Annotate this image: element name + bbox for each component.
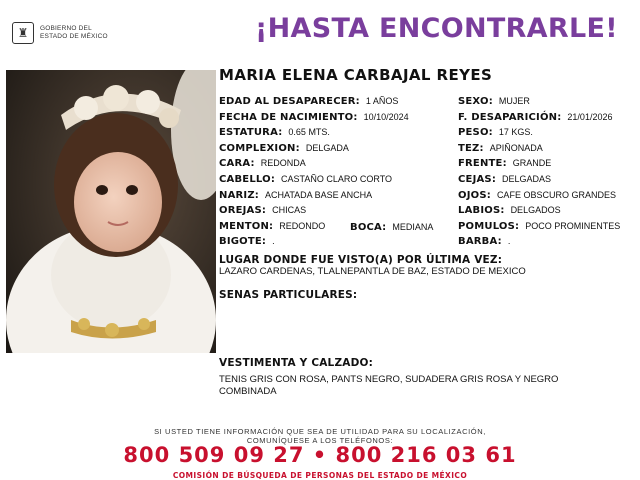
detail-field	[458, 96, 530, 107]
detail-field	[458, 112, 612, 123]
last-seen-title: LUGAR DONDE FUE VISTO(A) POR ÚLTIMA VEZ:	[219, 254, 503, 266]
field-label: SEXO:	[458, 96, 493, 107]
logo-line-2: ESTADO DE MÉXICO	[40, 33, 108, 40]
detail-field	[219, 236, 275, 247]
field-label: LABIOS:	[458, 205, 505, 217]
detail-field	[219, 96, 398, 107]
detail-field	[219, 174, 392, 185]
detail-field	[219, 158, 306, 169]
clothing-line-1: TENIS GRIS CON ROSA, PANTS NEGRO, SUDADERA GRIS ROSA Y NEGRO	[219, 374, 559, 385]
photo-illustration	[6, 70, 216, 353]
field-value: 0.65 MTS.	[288, 127, 330, 138]
field-value: CHICAS	[272, 205, 307, 216]
detail-field	[219, 143, 349, 154]
detail-field	[458, 190, 616, 201]
field-value: REDONDA	[260, 158, 306, 169]
state-seal-icon: ♜	[12, 22, 34, 44]
logo-text	[40, 25, 108, 41]
clothing-line-2: COMBINADA	[219, 386, 277, 397]
field-value: 1 AÑOS	[365, 96, 399, 106]
field-label: OJOS:	[458, 189, 491, 201]
detail-field	[458, 205, 561, 216]
field-label: BARBA:	[458, 236, 502, 248]
clothing-title: VESTIMENTA Y CALZADO:	[219, 357, 374, 369]
field-value: 17 KGS.	[498, 127, 533, 138]
field-value: .	[507, 236, 511, 247]
detail-field	[458, 221, 620, 232]
detail-field	[458, 143, 543, 154]
field-label: BIGOTE:	[219, 236, 267, 248]
field-value: MEDIANA	[392, 222, 434, 232]
contact-notice-line-2: COMUNÍQUESE A LOS TELÉFONOS:	[246, 436, 394, 445]
field-value: DELGADA	[305, 142, 349, 153]
field-value: ACHATADA BASE ANCHA	[264, 189, 373, 200]
detail-field	[219, 127, 330, 138]
detail-field	[458, 236, 510, 247]
field-label: BOCA:	[350, 222, 387, 233]
field-value: 10/10/2024	[363, 111, 409, 122]
field-label: F. DESAPARICIÓN:	[458, 111, 562, 123]
field-label: ESTATURA:	[219, 127, 283, 139]
government-logo	[12, 20, 122, 46]
field-label: FECHA DE NACIMIENTO:	[219, 111, 358, 123]
field-value: MUJER	[498, 96, 530, 106]
field-label: NARIZ:	[219, 189, 259, 201]
field-label: COMPLEXION:	[219, 142, 300, 154]
detail-field	[219, 205, 306, 216]
field-label: TEZ:	[458, 142, 484, 154]
contact-notice-line-1: SI USTED TIENE INFORMACIÓN QUE SEA DE UTILIDAD PARA SU LOCALIZACIÓN,	[154, 427, 486, 436]
field-value: CAFE OBSCURO GRANDES	[496, 189, 616, 200]
field-label: OREJAS:	[219, 205, 267, 217]
last-seen-location: LAZARO CARDENAS, TLALNEPANTLA DE BAZ, ESTADO DE MEXICO	[219, 266, 526, 277]
person-name: MARIA ELENA CARBAJAL REYES	[219, 66, 493, 84]
field-value: 21/01/2026	[567, 111, 613, 122]
field-label: FRENTE:	[458, 158, 507, 170]
field-value: APIÑONADA	[489, 142, 543, 153]
field-label: CEJAS:	[458, 174, 497, 185]
field-label: CARA:	[219, 158, 255, 170]
field-value: REDONDO	[279, 220, 326, 231]
commission-name: COMISIÓN DE BÚSQUEDA DE PERSONAS DEL ESTADO DE MÉXICO	[172, 471, 468, 480]
field-label: PESO:	[458, 127, 493, 139]
field-label: MENTON:	[219, 220, 274, 232]
detail-field	[219, 190, 372, 201]
field-label: EDAD AL DESAPARECER:	[219, 96, 360, 107]
distinctive-marks-title: SENAS PARTICULARES:	[219, 289, 358, 301]
field-value: CASTAÑO CLARO CORTO	[281, 174, 393, 184]
logo-line-1: GOBIERNO DEL	[40, 25, 92, 32]
headline: ¡HASTA ENCONTRARLE!	[255, 13, 618, 44]
field-boca	[350, 222, 433, 233]
phone-numbers: 800 509 09 27 • 800 216 03 61	[123, 443, 517, 467]
detail-field	[458, 158, 551, 169]
field-value: DELGADOS	[510, 205, 561, 216]
field-value: POCO PROMINENTES	[525, 220, 621, 231]
detail-field	[219, 221, 325, 232]
detail-field	[219, 112, 409, 123]
missing-person-photo	[6, 70, 216, 353]
field-value: GRANDE	[512, 158, 552, 169]
detail-field	[458, 127, 533, 138]
field-label: POMULOS:	[458, 220, 520, 232]
field-label: CABELLO:	[219, 174, 276, 185]
field-value: DELGADAS	[502, 174, 552, 184]
detail-field	[458, 174, 551, 185]
field-value: .	[272, 236, 275, 247]
